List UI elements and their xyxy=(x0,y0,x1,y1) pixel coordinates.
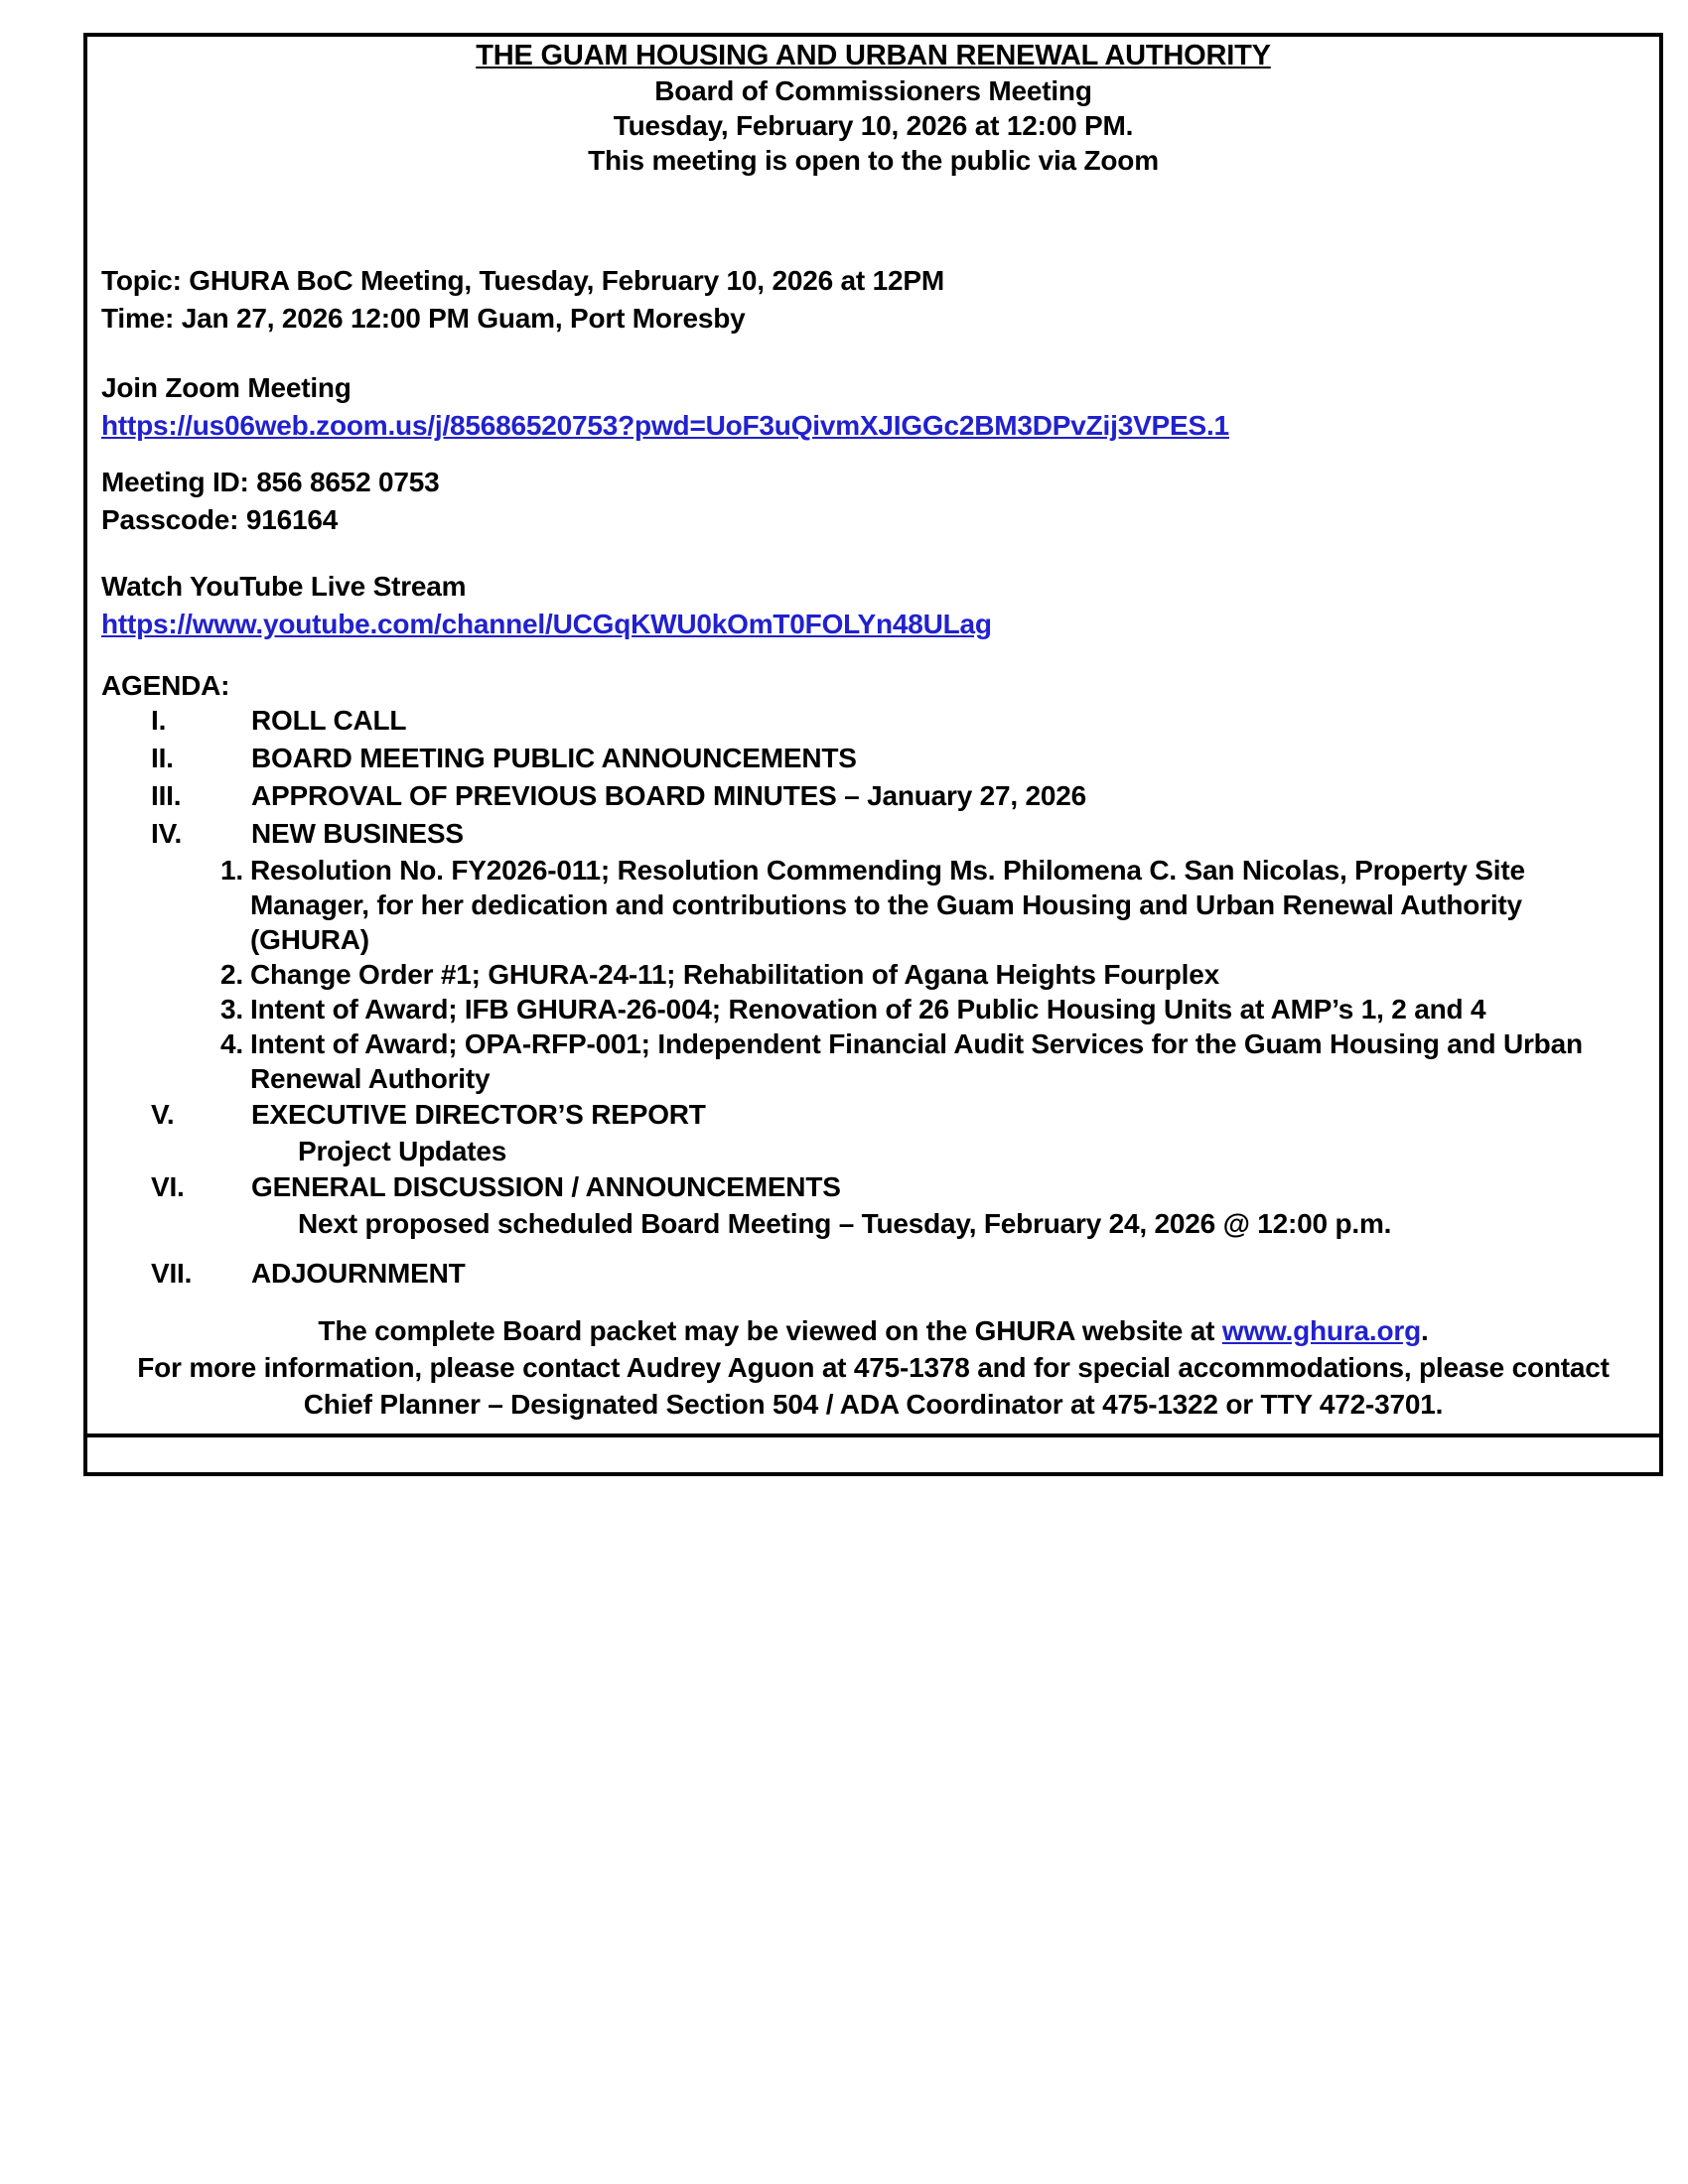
agenda-item-title: EXECUTIVE DIRECTOR’S REPORT xyxy=(251,1099,706,1130)
board-packet-prefix: The complete Board packet may be viewed on the GHURA website at xyxy=(318,1315,1222,1346)
meeting-credentials-block xyxy=(101,464,1645,539)
new-business-item-3 xyxy=(101,992,1645,1026)
director-report-note: Project Updates xyxy=(298,1136,507,1166)
topic-time-block xyxy=(101,262,1645,338)
agenda-item-title: NEW BUSINESS xyxy=(251,818,464,849)
document-header xyxy=(101,39,1645,178)
meeting-id-line: Meeting ID: 856 8652 0753 xyxy=(101,467,440,497)
agenda-item-numeral: V. xyxy=(151,1099,175,1130)
agenda-item-new-business xyxy=(101,815,1645,853)
agenda-item-numeral: VI. xyxy=(151,1171,185,1202)
sub-item-text: Intent of Award; OPA-RFP-001; Independent Financial Audit Services for the Guam Housing and Urban Renewal Authority xyxy=(250,1028,1583,1094)
youtube-label: Watch YouTube Live Stream xyxy=(101,571,467,602)
footer-info-block xyxy=(101,1312,1645,1423)
notice-document-box xyxy=(83,33,1663,1437)
ghura-website-link[interactable]: www.ghura.org xyxy=(1221,1315,1421,1346)
public-notice: This meeting is open to the public via Zoom xyxy=(588,145,1159,176)
agenda-item-title: APPROVAL OF PREVIOUS BOARD MINUTES – January 27, 2026 xyxy=(251,780,1087,811)
agenda-item-title: GENERAL DISCUSSION / ANNOUNCEMENTS xyxy=(251,1171,841,1202)
agenda-item-general-discussion xyxy=(101,1168,1645,1206)
topic-line: Topic: GHURA BoC Meeting, Tuesday, February 10, 2026 at 12PM xyxy=(101,265,944,296)
zoom-meeting-link[interactable]: https://us06web.zoom.us/j/85686520753?pwd=UoF3uQivmXJIGGc2BM3DPvZij3VPES.1 xyxy=(101,410,1229,441)
meeting-datetime: Tuesday, February 10, 2026 at 12:00 PM. xyxy=(613,110,1134,141)
new-business-item-2 xyxy=(101,957,1645,992)
agenda-item-director-report xyxy=(101,1096,1645,1134)
sub-item-text: Intent of Award; IFB GHURA-26-004; Renovation of 26 Public Housing Units at AMP’s 1, 2 and 4 xyxy=(250,994,1486,1024)
youtube-channel-link[interactable]: https://www.youtube.com/channel/UCGqKWU0kOmT0FOLYn48ULag xyxy=(101,609,992,639)
agenda-heading: AGENDA: xyxy=(101,670,230,701)
agenda-item-minutes-approval xyxy=(101,777,1645,815)
new-business-item-4 xyxy=(101,1026,1645,1096)
agenda-item-adjournment xyxy=(101,1255,1645,1293)
next-meeting-note: Next proposed scheduled Board Meeting – Tuesday, February 24, 2026 @ 12:00 p.m. xyxy=(298,1208,1392,1239)
empty-bottom-box xyxy=(83,1437,1663,1476)
join-zoom-label: Join Zoom Meeting xyxy=(101,372,352,403)
contact-line: For more information, please contact Audrey Aguon at 475-1378 and for special accommodations, please contact xyxy=(137,1352,1610,1383)
passcode-line: Passcode: 916164 xyxy=(101,504,339,535)
sub-item-number: 3. xyxy=(220,994,243,1024)
join-zoom-block xyxy=(101,369,1645,445)
agenda-item-numeral: II. xyxy=(151,743,174,773)
agenda-item-numeral: III. xyxy=(151,780,182,811)
time-line: Time: Jan 27, 2026 12:00 PM Guam, Port Moresby xyxy=(101,303,746,334)
sub-item-text: Resolution No. FY2026-011; Resolution Commending Ms. Philomena C. San Nicolas, Property Site Manager, for her dedication and contributions to the Guam Housing and Urban Renewal Authority (GHURA) xyxy=(250,855,1525,955)
sub-item-number: 1. xyxy=(220,855,243,886)
board-packet-suffix: . xyxy=(1420,1315,1429,1346)
agenda-item-title: ROLL CALL xyxy=(251,705,407,736)
sub-item-number: 4. xyxy=(220,1028,243,1059)
agenda-item-numeral: VII. xyxy=(151,1258,193,1289)
sub-item-text: Change Order #1; GHURA-24-11; Rehabilitation of Agana Heights Fourplex xyxy=(250,959,1219,990)
agenda-item-numeral: I. xyxy=(151,705,167,736)
coordinator-line: Chief Planner – Designated Section 504 / ADA Coordinator at 475-1322 or TTY 472-3701. xyxy=(303,1389,1444,1420)
agenda-item-roll-call xyxy=(101,702,1645,740)
board-packet-line xyxy=(101,1312,1645,1349)
meeting-title: Board of Commissioners Meeting xyxy=(654,75,1092,106)
agenda-item-numeral: IV. xyxy=(151,818,183,849)
sub-item-number: 2. xyxy=(220,959,243,990)
org-title: THE GUAM HOUSING AND URBAN RENEWAL AUTHORITY xyxy=(476,40,1271,71)
new-business-item-1 xyxy=(101,853,1645,957)
agenda-item-title: BOARD MEETING PUBLIC ANNOUNCEMENTS xyxy=(251,743,857,773)
youtube-block xyxy=(101,568,1645,643)
agenda-item-announcements xyxy=(101,740,1645,777)
agenda-item-title: ADJOURNMENT xyxy=(251,1258,466,1289)
